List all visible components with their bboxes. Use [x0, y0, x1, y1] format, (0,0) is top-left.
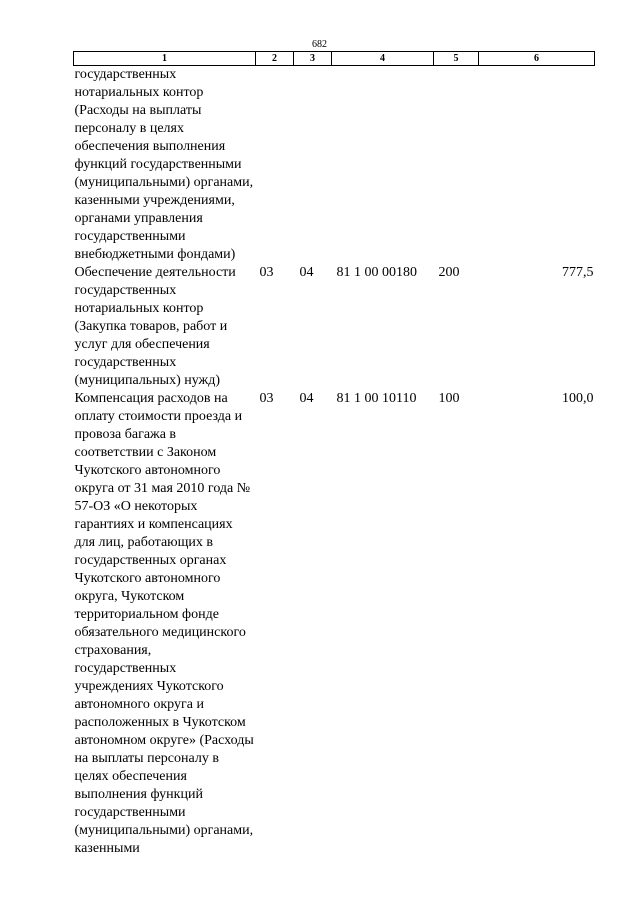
table-row — [74, 390, 595, 858]
table-row — [74, 66, 595, 265]
row-target-article — [332, 66, 434, 265]
row-amount — [479, 66, 595, 265]
page-number: 682 — [312, 39, 327, 50]
row-subsection: 04 — [299, 265, 314, 280]
table-body — [74, 66, 595, 859]
row-name: Компенсация расходов на оплату стоимости проезда и провоза багажа в соответствии с Законом Чукотского автономного округа от 31 мая 2010 года № 57-ОЗ «О некоторых гарантиях и компенсациях для лиц, работающих в государственных органах Чукотского автономного округа, Чукотском территориальном фонде обязательного медицинского страхования, государственных учреждениях Чукотского автономного округа и расположенных в Чукотском автономном округе» (Расходы на выплаты персоналу в целях обеспечения выполнения функций государственными (муниципальными) органами, казенными — [74, 391, 254, 856]
column-header-amount: 6 — [479, 52, 595, 66]
row-subsection: 04 — [299, 391, 314, 406]
column-header-expense-type: 5 — [434, 52, 479, 66]
row-target-article: 81 1 00 00180 — [336, 265, 417, 280]
row-section — [256, 66, 294, 265]
column-header-target-article: 4 — [332, 52, 434, 66]
row-expense-type: 100 — [438, 391, 460, 406]
row-section: 03 — [259, 391, 274, 406]
row-subsection — [294, 66, 332, 265]
row-expense-type — [434, 66, 479, 265]
table-row — [74, 264, 595, 390]
column-header-subsection: 3 — [294, 52, 332, 66]
header-row — [74, 52, 595, 66]
column-header-section: 2 — [256, 52, 294, 66]
row-amount: 100,0 — [562, 391, 594, 406]
column-header-name: 1 — [74, 52, 256, 66]
budget-table — [73, 51, 595, 858]
row-name: государственных нотариальных контор (Расходы на выплаты персоналу в целях обеспечения выполнения функций государственными (муниципальными) органами, казенными учреждениями, органами управления государственными внебюджетными фондами) — [74, 67, 254, 262]
row-expense-type: 200 — [438, 265, 460, 280]
row-name: Обеспечение деятельности государственных нотариальных контор (Закупка товаров, работ и услуг для обеспечения государственных (муниципальных) нужд) — [74, 265, 236, 388]
table-header — [74, 52, 595, 66]
row-section: 03 — [259, 265, 274, 280]
row-amount: 777,5 — [562, 265, 594, 280]
row-target-article: 81 1 00 10110 — [336, 391, 417, 406]
